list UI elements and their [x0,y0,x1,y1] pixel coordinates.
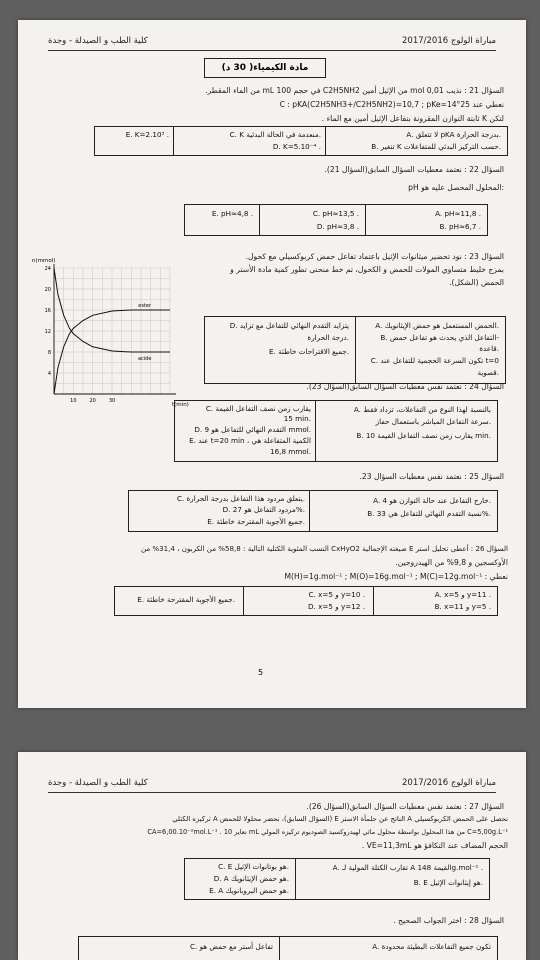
q26-line2: الأوكسجين و 9,8% من الهيدروجين. [395,558,508,567]
exam-header: مباراة الولوج 2017/2016 [402,778,496,788]
subject-title: مادة الكيمياء( 30 د) [204,58,326,78]
q22-options [184,204,488,236]
q24-option-b[interactable]: B. يقارب زمن نصف التفاعل القيمة 10 min. [356,431,491,440]
q23-option-c[interactable]: C. تكون السرعة الحجمية للتفاعل عند t=0 [370,356,499,365]
q23-option-a[interactable]: A. الحمض المستعمل هو حمض الإيثانويك. [375,321,499,330]
q24-option-e[interactable]: E. عند t=20 min ، الكمية المتفاعلة هي [189,436,311,445]
q24-line1: السؤال 24 : نعتمد نفس معطيات السؤال السابق(السؤال 23). [306,382,504,391]
series-label-acide: acide [137,356,152,362]
chart-ylabel: n(mmol) [32,258,56,264]
q25-option-d[interactable]: D. مردود التفاعل هو 27%. [222,505,305,514]
q24-options [174,400,498,462]
q28-options [78,936,498,960]
q25-option-a[interactable]: A. خارج التفاعل عند حالة التوازن هو 4. [373,496,491,505]
q23-option-e[interactable]: E. جميع الاقتراحات خاطئة. [268,347,349,356]
header-divider [48,50,496,51]
y-tick-label: 12 [44,329,51,335]
q27-option-e[interactable]: E. A هو حمض البروبانويك. [209,886,289,895]
exam-header: مباراة الولوج 2017/2016 [402,36,496,46]
q25-option-e[interactable]: E. جميع الأجوبة المقترحة خاطئة. [207,517,305,526]
q28-option-c[interactable]: C. تفاعل أستر مع حمض هو [189,942,273,951]
q23-line2: بمزج خليط متساوي المولات للحمض و الكحول، تم خط منحنى تطور كمية مادة الأستر و [230,265,504,274]
q25-options [128,490,498,532]
q26-line3: نعطي : M(H)=1g.mol⁻¹ ; M(O)=16g.mol⁻¹ ; M(C)=12g.mol⁻¹ [284,572,508,581]
q24-option-a[interactable]: A. بالنسبة لهذا النوع من التفاعلات، تزداد فقط [353,405,491,414]
q22-option-e[interactable]: E. pH≈4,8 . [211,209,253,218]
q24-option-c-cont: 15 min. [283,414,311,423]
q25-option-c[interactable]: C. يتعلق مردود هذا التفاعل بدرجة الحرارة. [176,494,305,503]
q27-line1: السؤال 27 : نعتمد نفس معطيات السؤال السابق(السؤال 26). [306,802,504,811]
series-label-ester: ester [138,303,152,309]
q23-option-d[interactable]: D. يتزايد التقدم النهائي للتفاعل مع تزايد [229,321,349,330]
q21-options [94,126,508,156]
q28-line1: السؤال 28 : اختر الجواب الصحيح . [393,916,504,925]
faculty-header: كلية الطب و الصيدلة - وجدة [48,36,148,46]
q21-line3: لتكن K ثابتة التوازن المقرونة بتفاعل الإثيل أمين مع الماء . [321,114,504,123]
q27-line2: نحصل على الحمض الكربوكسيلي A الناتج عن حلمأة الاستر E (السؤال السابق)، نحضر محلولا للحمض A تركيزه الكتلي [172,815,508,823]
q24-option-e-cont: 16,8 mmol. [270,447,311,456]
q23-options [204,316,506,384]
q22-line2: pH المحلول المحصل عليه هو: [408,183,504,192]
y-tick-label: 20 [44,287,51,293]
q25-line1: السؤال 25 : نعتمد نفس معطيات السؤال 23. [359,472,504,481]
q22-option-d[interactable]: D. pH≈3,8 . [316,222,359,231]
q24-option-d[interactable]: D. التقدم النهائي للتفاعل هو 9 mmol. [194,425,311,434]
q27-option-a[interactable]: A. تقارب الكتلة المولية لـ A القيمة 148g.mol⁻¹ . [332,863,483,872]
y-tick-label: 16 [44,308,51,314]
q27-options [184,858,490,900]
q22-line1: السؤال 22 : نعتمد معطيات السؤال السابق(السؤال 21). [324,165,504,174]
kinetics-chart [30,254,200,414]
y-tick-label: 4 [47,371,51,377]
exam-page-2 [18,752,526,960]
q21-option-e[interactable]: E. K=2.10³ . [125,130,169,139]
q23-line1: السؤال 23 : نود تحضير ميثانوات الإثيل باعتماد تفاعل حمض كربوكسيلي مع كحول. [245,252,504,261]
header-divider [48,792,496,793]
q21-option-c[interactable]: C. K منعدمة في الحالة البدئية. [229,130,321,139]
x-tick-label: 30 [108,398,116,404]
q27-line3: CA=6,00.10⁻²mol.L⁻¹ . نعاير 10 mL من هذا المحلول بواسطة محلول مائي لهيدروكسيد الصوديوم تركيزه المولي C=5,00g.L⁻¹ [147,828,508,836]
q21-line2: نعطي عند 25°C : pKA(C2H5NH3+/C2H5NH2)=10,7 ; pKe=14 [279,100,504,109]
q27-option-d[interactable]: D. A هو حمض الإيثانويك. [213,874,289,883]
q27-option-c[interactable]: C. E هو بوتانوات الإثيل. [218,862,289,871]
q21-option-a[interactable]: A. لا تتعلق pKA بدرجة الحرارة. [406,130,501,139]
q26-option-e[interactable]: E. جميع الأجوبة المقترحة خاطئة. [137,595,235,604]
q21-option-d[interactable]: D. K=5.10⁻⁴ . [272,142,321,151]
q26-option-d[interactable]: D. x=5 و y=12 . [307,602,365,611]
q23-option-b-cont: قاعدة. [479,344,499,353]
q26-line1: السؤال 26 : أعطى تحليل استر E صيغته الإجمالية CxHyO2 النسب المئوية الكتلية التالية : 58,8% من الكربون ، 31,4% من [140,544,508,553]
y-tick-label: 8 [47,350,51,356]
x-tick-label: 20 [89,398,96,404]
q24-option-a-cont: سرعة التفاعل المباشر باستعمال حفاز. [375,417,491,426]
y-tick-label: 24 [44,266,51,272]
q21-line1: السؤال 21 : نذيب 0,01 mol من الإثيل أمين C2H5NH2 في حجم 100 mL من الماء المقطر. [205,86,504,95]
q23-option-b[interactable]: B. التفاعل الذي يحدث هو تفاعل حمض- [380,333,499,342]
q24-option-c[interactable]: C. يقارب زمن نصف التفاعل القيمة [205,404,311,413]
q21-option-b[interactable]: B. تتغير K حسب التركيز البدئي للمتفاعلات. [371,142,501,151]
q22-option-b[interactable]: B. pH≈6,7 . [439,222,481,231]
q23-line3: الحمض (الشكل). [449,278,504,287]
x-tick-label: 10 [70,398,77,404]
faculty-header: كلية الطب و الصيدلة - وجدة [48,778,148,788]
q22-option-a[interactable]: A. pH≈11,8 . [435,209,481,218]
q27-option-b[interactable]: B. E هو إيثانوات الإثيل. [413,878,483,887]
q26-option-b[interactable]: B. x=11 و y=5 . [434,602,491,611]
q25-option-b[interactable]: B. نسبة التقدم النهائي للتفاعل هي 33%. [367,509,491,518]
chart-xlabel: t(min) [172,402,189,408]
exam-page-1 [18,20,526,708]
q27-line4: الحجم المضاف عند التكافؤ هو VE=11,3mL . [361,841,508,850]
q23-option-c-cont: قصوية. [477,368,499,377]
q26-option-c[interactable]: C. x=5 و y=10 . [308,590,365,599]
q28-option-a[interactable]: A. تكون جميع التفاعلات البطيئة محدودة [372,942,491,951]
q23-option-d-cont: درجة الحرارة. [307,333,349,342]
q26-options [114,586,498,616]
q22-option-c[interactable]: C. pH≈13,5 . [312,209,359,218]
page-number: 5 [258,668,264,677]
q26-option-a[interactable]: A. x=5 و y=11 . [434,590,491,599]
